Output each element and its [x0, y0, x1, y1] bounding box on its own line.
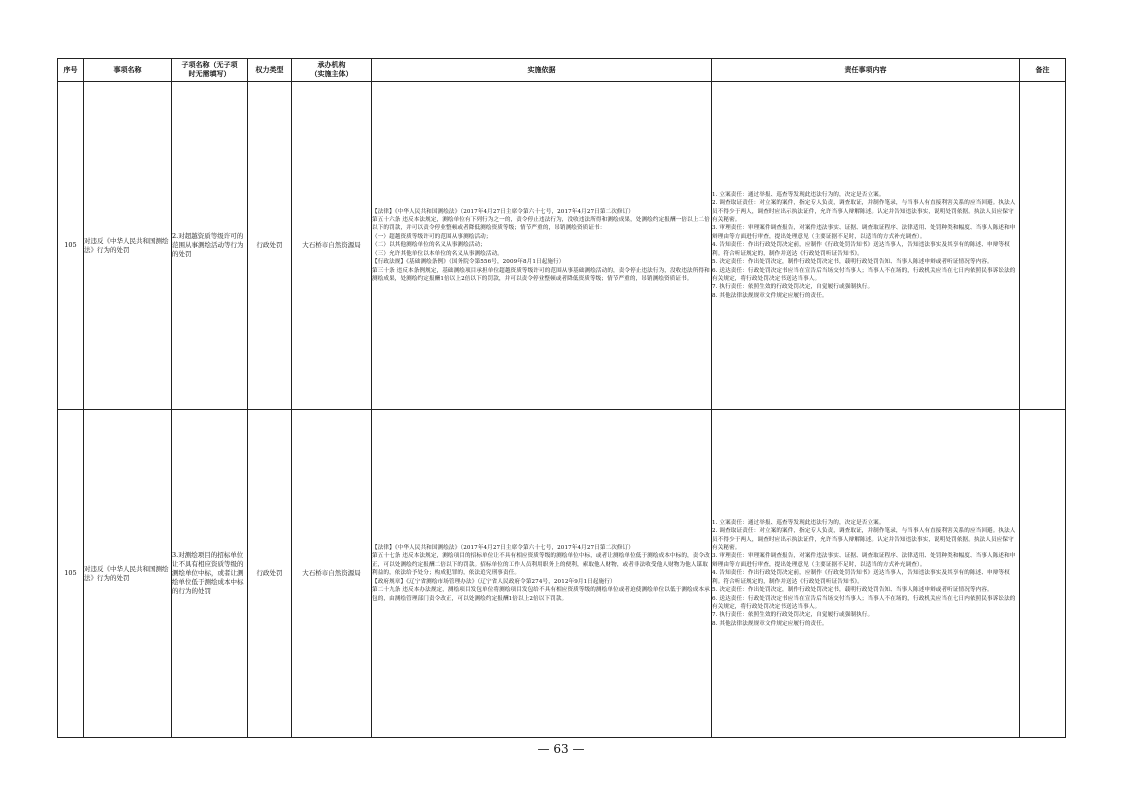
cell-basis [372, 82, 712, 410]
cell-power-type: 行政处罚 [248, 82, 292, 410]
header-agency: 承办机构 （实施主体） [292, 59, 372, 82]
cell-power-type: 行政处罚 [248, 410, 292, 738]
table-header-row [58, 59, 1066, 82]
responsibility-text: 1. 立案责任：通过举报、巡查等发现此违法行为的，决定是否立案。 2. 调查取证责任：对立案的案件，指定专人负责，调查取证，并制作笔录，与当事人有直接利害关系的应当回避。执法人员不得少于两人，调查时应出示执法证件，允许当事人辩解陈述。认定并告知违法事实，说明处罚依据。执法人员应保守有关秘密。 3. 审理责任：审理案件调查报告，对案件违法事实、证据、调查取证程序、法律适用、处罚种类和幅度、当事人陈述和申辩理由等方面进行审查，提出处理意见（主要证据不足时，以适当的方式补充调查）。 4. 告知责任：作出行政处罚决定前，应制作《行政处罚告知书》送达当事人，告知违法事实及其享有的陈述、申辩等权利。符合听证规定的，制作并送达《行政处罚听证告知书》。 5. 决定责任：作出处罚决定，制作行政处罚决定书，载明行政处罚告知、当事人陈述申辩或者听证情况等内容。 6. 送达责任：行政处罚决定书应当在宣告后当场交付当事人；当事人不在场的，行政机关应当在七日内依照民事诉讼法的有关规定，将行政处罚决定书送达当事人。 7. 执行责任：依照生效的行政处罚决定，自觉履行或强制执行。 8. 其他法律法规规章文件规定应履行的责任。 [712, 519, 1016, 627]
cell-responsibility [712, 82, 1020, 410]
cell-basis [372, 410, 712, 738]
cell-seq: 105 [58, 410, 84, 738]
header-power-type: 权力类型 [248, 59, 292, 82]
header-seq: 序号 [58, 59, 84, 82]
cell-subitem-name: 3.对测绘项目的招标单位让不具有相应资质等级的测绘单位中标，或者让测绘单位低于测绘成本中标的行为的处罚 [172, 410, 248, 738]
cell-agency: 大石桥市自然资源局 [292, 82, 372, 410]
power-list-table [57, 58, 1066, 738]
cell-item-name: 对违反《中华人民共和国测绘法》行为的处罚 [84, 82, 172, 410]
header-item-name: 事项名称 [84, 59, 172, 82]
cell-subitem-name: 2.对超越资质等级许可的范围从事测绘活动等行为的处罚 [172, 82, 248, 410]
header-responsibility: 责任事项内容 [712, 59, 1020, 82]
header-remark: 备注 [1020, 59, 1066, 82]
header-basis: 实施依据 [372, 59, 712, 82]
cell-remark [1020, 82, 1066, 410]
basis-text: 【法律】《中华人民共和国测绘法》（2017年4月27日主席令第六十七号，2017年4月27日第二次修订） 第五十六条 违反本法规定，测绘单位有下列行为之一的，责令停止违法行为，没收违法所得和测绘成果，处测绘约定报酬一倍以上二倍以下的罚款，并可以责令停业整顿或者降低测绘资质等级；情节严重的，吊销测绘资质证书： （一）超越资质等级许可的范围从事测绘活动； （二）以其他测绘单位的名义从事测绘活动； （三）允许其他单位以本单位的名义从事测绘活动。 【行政法规】《基础测绘条例》（国务院令第556号，2009年8月1日起施行） 第三十条 违反本条例规定，基础测绘项目承担单位超越资质等级许可的范围从事基础测绘活动的，责令停止违法行为，没收违法所得和测绘成果，处测绘约定报酬1倍以上2倍以下的罚款，并可以责令停业整顿或者降低资质等级；情节严重的，吊销测绘资质证书。 [372, 208, 710, 282]
basis-text: 【法律】《中华人民共和国测绘法》（2017年4月27日主席令第六十七号，2017年4月27日第二次修订） 第五十七条 违反本法规定，测绘项目的招标单位让不具有相应资质等级的测绘单位中标，或者让测绘单位低于测绘成本中标的，责令改正，可以处测绘约定报酬二倍以下的罚款。招标单位的工作人员利用职务上的便利，索取他人财物，或者非法收受他人财物为他人谋取利益的，依法给予处分；构成犯罪的，依法追究刑事责任。 【政府规章】《辽宁省测绘市场管理办法》（辽宁省人民政府令第274号，2012年9月1日起施行） 第二十九条 违反本办法规定，测绘项目发包单位将测绘项目发包给不具有相应资质等级的测绘单位或者迫使测绘单位以低于测绘成本承包的，由测绘管理部门责令改正，可以处测绘约定报酬1倍以上2倍以下罚款。 [372, 545, 710, 602]
cell-responsibility [712, 410, 1020, 738]
responsibility-text: 1. 立案责任：通过举报、巡查等发现此违法行为的，决定是否立案。 2. 调查取证责任：对立案的案件，指定专人负责，调查取证，并制作笔录，与当事人有直接利害关系的应当回避。执法人员不得少于两人，调查时应出示执法证件，允许当事人辩解陈述。认定并告知违法事实，说明处罚依据。执法人员应保守有关秘密。 3. 审理责任：审理案件调查报告，对案件违法事实、证据、调查取证程序、法律适用、处罚种类和幅度、当事人陈述和申辩理由等方面进行审查，提出处理意见（主要证据不足时，以适当的方式补充调查）。 4. 告知责任：作出行政处罚决定前，应制作《行政处罚告知书》送达当事人，告知违法事实及其享有的陈述、申辩等权利。符合听证规定的，制作并送达《行政处罚听证告知书》。 5. 决定责任：作出处罚决定，制作行政处罚决定书，载明行政处罚告知、当事人陈述申辩或者听证情况等内容。 6. 送达责任：行政处罚决定书应当在宣告后当场交付当事人；当事人不在场的，行政机关应当在七日内依照民事诉讼法的有关规定，将行政处罚决定书送达当事人。 7. 执行责任：依照生效的行政处罚决定，自觉履行或强制执行。 8. 其他法律法规规章文件规定应履行的责任。 [712, 191, 1016, 299]
cell-agency: 大石桥市自然资源局 [292, 410, 372, 738]
cell-item-name: 对违反《中华人民共和国测绘法》行为的处罚 [84, 410, 172, 738]
cell-seq: 105 [58, 82, 84, 410]
table-row [58, 82, 1066, 410]
header-subitem-name: 子项名称（无子项 时无需填写） [172, 59, 248, 82]
cell-remark [1020, 410, 1066, 738]
page-number: — 63 — [537, 742, 585, 756]
table-row [58, 410, 1066, 738]
